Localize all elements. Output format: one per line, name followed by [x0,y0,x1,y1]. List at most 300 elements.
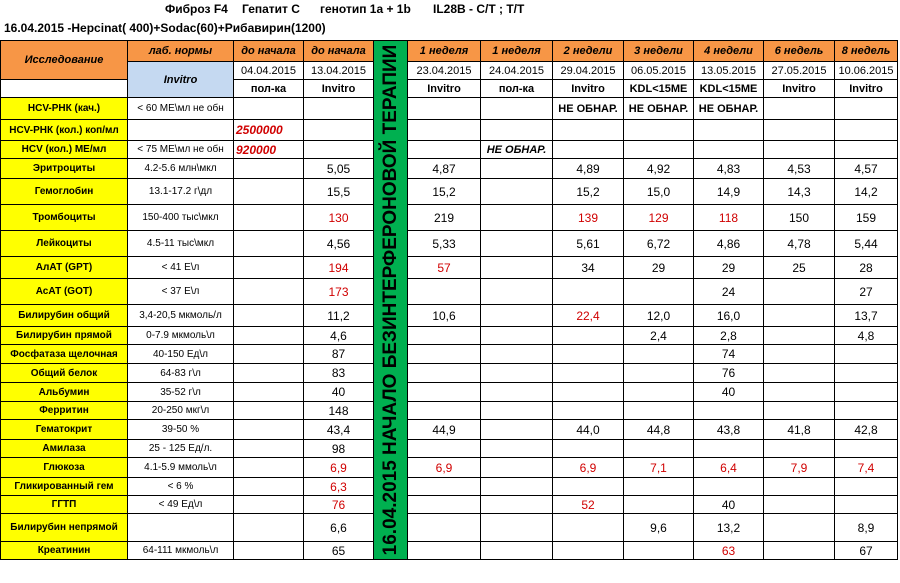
table-row [1,120,898,141]
value-cell [481,205,553,231]
value-cell: 129 [624,205,694,231]
table-row [1,542,898,560]
value-cell [481,542,553,560]
test-norm: 20-250 мкг\л [128,402,234,420]
test-name: ГГТП [1,496,128,514]
test-norm: 39-50 % [128,420,234,440]
value-cell [304,120,374,141]
date-cell: 04.04.2015 [234,62,304,80]
value-cell: 4,86 [694,231,764,257]
banner-text: 16.04.2015 НАЧАЛО БЕЗИНТЕРФЕРОНОВОЙ ТЕРАПИИ [379,44,401,556]
value-cell [481,402,553,420]
value-cell [764,98,835,120]
test-norm: < 37 Е\л [128,279,234,305]
value-cell [624,496,694,514]
value-cell [481,345,553,364]
test-name: HCV (кол.) МЕ/мл [1,141,128,159]
table-row [1,478,898,496]
value-cell: 40 [694,383,764,402]
value-cell [234,496,304,514]
value-cell [553,141,624,159]
value-cell: 8,9 [835,514,898,542]
value-cell [764,440,835,458]
value-cell [408,364,481,383]
value-cell [835,402,898,420]
test-norm: < 6 % [128,478,234,496]
test-norm: 64-83 г\л [128,364,234,383]
value-cell [481,383,553,402]
test-name: Гематокрит [1,420,128,440]
value-cell [234,205,304,231]
value-cell [234,440,304,458]
value-cell: 14,3 [764,179,835,205]
value-cell [624,141,694,159]
lab-cell: KDL<15ME [694,80,764,98]
value-cell [553,279,624,305]
date-cell: 13.05.2015 [694,62,764,80]
table-row [1,402,898,420]
value-cell: 139 [553,205,624,231]
value-cell [408,402,481,420]
value-cell [835,364,898,383]
test-name: Гемоглобин [1,179,128,205]
value-cell: 12,0 [624,305,694,327]
study-header: Исследование [1,41,128,80]
value-cell [408,478,481,496]
test-norm: < 60 МЕ\мл не обн [128,98,234,120]
value-cell: 7,4 [835,458,898,478]
table-row [1,305,898,327]
value-cell [553,364,624,383]
value-cell: 83 [304,364,374,383]
test-norm: 25 - 125 Ед/л. [128,440,234,458]
value-cell: 4,83 [694,159,764,179]
test-name: Альбумин [1,383,128,402]
value-cell [624,279,694,305]
value-cell: 9,6 [624,514,694,542]
before-header-1: до начала [234,41,304,62]
value-cell [835,120,898,141]
value-cell: 98 [304,440,374,458]
value-cell [624,383,694,402]
value-cell [553,514,624,542]
value-cell: 13,7 [835,305,898,327]
test-norm: 4.2-5.6 млн\мкл [128,159,234,179]
value-cell [835,478,898,496]
value-cell: 6,9 [304,458,374,478]
value-cell: 52 [553,496,624,514]
il28b-label: IL28B - C/T ; T/T [433,2,525,16]
lab-cell: Invitro [304,80,374,98]
value-cell [835,141,898,159]
value-cell [234,305,304,327]
test-norm: 150-400 тыс\мкл [128,205,234,231]
value-cell [764,542,835,560]
value-cell [234,542,304,560]
test-name: Тромбоциты [1,205,128,231]
therapy-start-banner [374,41,408,560]
date-cell: 10.06.2015 [835,62,898,80]
value-cell: 2,8 [694,327,764,345]
value-cell [481,231,553,257]
value-cell: 15,0 [624,179,694,205]
value-cell: 6,72 [624,231,694,257]
value-cell: 6,6 [304,514,374,542]
lab-cell: Invitro [835,80,898,98]
test-name: Билирубин общий [1,305,128,327]
lab-cell: Invitro [764,80,835,98]
value-cell [234,364,304,383]
table-row [1,514,898,542]
value-cell [408,98,481,120]
table-row [1,420,898,440]
value-cell: 6,9 [408,458,481,478]
value-cell [694,141,764,159]
date-cell: 13.04.2015 [304,62,374,80]
value-cell: 4,57 [835,159,898,179]
value-cell [553,327,624,345]
table-row [1,496,898,514]
fibrosis-label: Фиброз F4 [165,2,228,16]
value-cell: 87 [304,345,374,364]
value-cell [764,496,835,514]
date-cell: 06.05.2015 [624,62,694,80]
value-cell [835,383,898,402]
table-row [1,345,898,364]
value-cell [624,120,694,141]
test-name: Билирубин прямой [1,327,128,345]
value-cell: 5,33 [408,231,481,257]
lab-cell: Invitro [408,80,481,98]
date-cell: 29.04.2015 [553,62,624,80]
value-cell [408,279,481,305]
test-norm: 40-150 Ед\л [128,345,234,364]
value-cell: 14,9 [694,179,764,205]
value-cell: 76 [694,364,764,383]
value-cell [764,327,835,345]
value-cell [408,120,481,141]
value-cell: 4,8 [835,327,898,345]
value-cell: 173 [304,279,374,305]
value-cell: 14,2 [835,179,898,205]
test-norm: 35-52 г\л [128,383,234,402]
value-cell: 150 [764,205,835,231]
value-cell: 42,8 [835,420,898,440]
lab-norms-header: лаб. нормы [128,41,234,62]
value-cell: НЕ ОБНАР. [624,98,694,120]
value-cell: 24 [694,279,764,305]
value-cell [481,327,553,345]
value-cell [481,279,553,305]
test-name: HCV-РНК (кач.) [1,98,128,120]
value-cell: 43,4 [304,420,374,440]
value-cell: 13,2 [694,514,764,542]
test-name: Ферритин [1,402,128,420]
value-cell: 2,4 [624,327,694,345]
lab-cell: Invitro [553,80,624,98]
value-cell: 920000 [234,141,304,159]
value-cell [764,402,835,420]
results-table [0,40,898,560]
value-cell: 44,0 [553,420,624,440]
test-norm: 4.1-5.9 ммоль\л [128,458,234,478]
value-cell [234,179,304,205]
value-cell [408,542,481,560]
value-cell [624,364,694,383]
test-name: Фосфатаза щелочная [1,345,128,364]
test-norm: 0-7.9 мкмоль\л [128,327,234,345]
value-cell: 5,61 [553,231,624,257]
value-cell [694,478,764,496]
test-name: Гликированный гем [1,478,128,496]
value-cell: 4,6 [304,327,374,345]
value-cell: 27 [835,279,898,305]
value-cell [553,120,624,141]
value-cell: 6,4 [694,458,764,478]
value-cell [553,542,624,560]
value-cell: 15,2 [553,179,624,205]
before-header-2: до начала [304,41,374,62]
date-cell: 23.04.2015 [408,62,481,80]
test-name: Эритроциты [1,159,128,179]
value-cell: 10,6 [408,305,481,327]
value-cell [408,345,481,364]
value-cell [694,402,764,420]
value-cell: 6,3 [304,478,374,496]
value-cell: 159 [835,205,898,231]
value-cell [234,231,304,257]
value-cell [481,305,553,327]
value-cell: 4,78 [764,231,835,257]
value-cell [234,279,304,305]
value-cell [408,327,481,345]
value-cell [481,420,553,440]
value-cell [481,98,553,120]
value-cell [304,141,374,159]
value-cell [481,257,553,279]
value-cell [481,179,553,205]
value-cell [304,98,374,120]
table-row [1,383,898,402]
value-cell: 15,2 [408,179,481,205]
date-cell: 24.04.2015 [481,62,553,80]
value-cell [624,542,694,560]
value-cell [553,478,624,496]
table-row [1,364,898,383]
value-cell [553,402,624,420]
value-cell [764,141,835,159]
week3-header: 3 недели [624,41,694,62]
value-cell: 5,05 [304,159,374,179]
value-cell [624,402,694,420]
test-name: HCV-РНК (кол.) коп/мл [1,120,128,141]
value-cell [234,159,304,179]
value-cell [481,514,553,542]
value-cell [835,496,898,514]
test-name: Общий белок [1,364,128,383]
value-cell: 76 [304,496,374,514]
value-cell [553,345,624,364]
value-cell [624,478,694,496]
table-row [1,458,898,478]
genotype-label: генотип 1a + 1b [320,2,411,16]
value-cell [481,458,553,478]
lab-cell: пол-ка [234,80,304,98]
value-cell [835,440,898,458]
value-cell: 7,1 [624,458,694,478]
value-cell: 44,9 [408,420,481,440]
test-norm: < 41 Е\л [128,257,234,279]
test-name: АлАТ (GPT) [1,257,128,279]
value-cell [764,345,835,364]
table-row [1,141,898,159]
value-cell [694,440,764,458]
lab-name-header: Invitro [128,62,234,98]
value-cell [234,98,304,120]
value-cell: 28 [835,257,898,279]
week1b-header: 1 неделя [481,41,553,62]
test-norm: < 49 Ед\л [128,496,234,514]
value-cell [624,345,694,364]
table-row [1,327,898,345]
value-cell: 40 [694,496,764,514]
value-cell: 4,53 [764,159,835,179]
value-cell: 67 [835,542,898,560]
value-cell: 74 [694,345,764,364]
hepatitis-label: Гепатит С [242,2,300,16]
value-cell [481,120,553,141]
value-cell [764,120,835,141]
value-cell [234,383,304,402]
value-cell: 5,44 [835,231,898,257]
table-row [1,257,898,279]
test-name: Глюкоза [1,458,128,478]
value-cell [624,440,694,458]
value-cell: 148 [304,402,374,420]
value-cell [481,478,553,496]
value-cell: 43,8 [694,420,764,440]
value-cell: 22,4 [553,305,624,327]
test-name: АсАТ (GOT) [1,279,128,305]
value-cell: 219 [408,205,481,231]
value-cell [764,514,835,542]
value-cell: НЕ ОБНАР. [694,98,764,120]
value-cell [764,279,835,305]
value-cell: 57 [408,257,481,279]
table-row [1,179,898,205]
value-cell [408,141,481,159]
header-line-1 [0,2,900,18]
date-cell: 27.05.2015 [764,62,835,80]
value-cell: 2500000 [234,120,304,141]
value-cell [408,383,481,402]
test-name: Креатинин [1,542,128,560]
value-cell: 15,5 [304,179,374,205]
value-cell [481,364,553,383]
table-row [1,159,898,179]
value-cell: 40 [304,383,374,402]
value-cell [764,383,835,402]
value-cell: НЕ ОБНАР. [553,98,624,120]
value-cell [835,98,898,120]
value-cell [234,514,304,542]
value-cell [234,478,304,496]
lab-cell: пол-ка [481,80,553,98]
value-cell: 63 [694,542,764,560]
week1a-header: 1 неделя [408,41,481,62]
value-cell: 44,8 [624,420,694,440]
test-norm: 64-111 мкмоль\л [128,542,234,560]
value-cell [481,440,553,458]
table-row [1,98,898,120]
value-cell: 4,89 [553,159,624,179]
test-norm [128,120,234,141]
value-cell [764,305,835,327]
value-cell: 25 [764,257,835,279]
week8-header: 8 недель [835,41,898,62]
value-cell: 16,0 [694,305,764,327]
value-cell: 11,2 [304,305,374,327]
test-norm: 13.1-17.2 г\дл [128,179,234,205]
test-name: Лейкоциты [1,231,128,257]
test-norm [128,514,234,542]
therapy-line: 16.04.2015 -Hepcinat( 400)+Sodac(60)+Рибавирин(1200) [4,21,326,35]
table-row [1,440,898,458]
value-cell: 7,9 [764,458,835,478]
value-cell [234,257,304,279]
value-cell [835,345,898,364]
week4-header: 4 недели [694,41,764,62]
value-cell: 29 [624,257,694,279]
value-cell [234,458,304,478]
test-norm: 3,4-20,5 мкмоль/л [128,305,234,327]
test-norm: 4.5-11 тыс\мкл [128,231,234,257]
week6-header: 6 недель [764,41,835,62]
value-cell: 130 [304,205,374,231]
table-row [1,231,898,257]
value-cell [234,402,304,420]
value-cell: 4,87 [408,159,481,179]
value-cell: 29 [694,257,764,279]
lab-cell: KDL<15ME [624,80,694,98]
value-cell [408,496,481,514]
value-cell [553,383,624,402]
value-cell [234,345,304,364]
study-header-blank [1,80,128,98]
value-cell [234,420,304,440]
value-cell [764,364,835,383]
value-cell [408,514,481,542]
value-cell [481,496,553,514]
test-name: Амилаза [1,440,128,458]
table-row [1,205,898,231]
table-row [1,279,898,305]
week2-header: 2 недели [553,41,624,62]
value-cell: 41,8 [764,420,835,440]
value-cell: 194 [304,257,374,279]
value-cell: НЕ ОБНАР. [481,141,553,159]
test-name: Билирубин непрямой [1,514,128,542]
value-cell [234,327,304,345]
value-cell [481,159,553,179]
value-cell: 34 [553,257,624,279]
test-norm: < 75 МЕ\мл не обн [128,141,234,159]
value-cell: 4,92 [624,159,694,179]
value-cell: 65 [304,542,374,560]
value-cell [764,478,835,496]
value-cell: 6,9 [553,458,624,478]
value-cell [694,120,764,141]
